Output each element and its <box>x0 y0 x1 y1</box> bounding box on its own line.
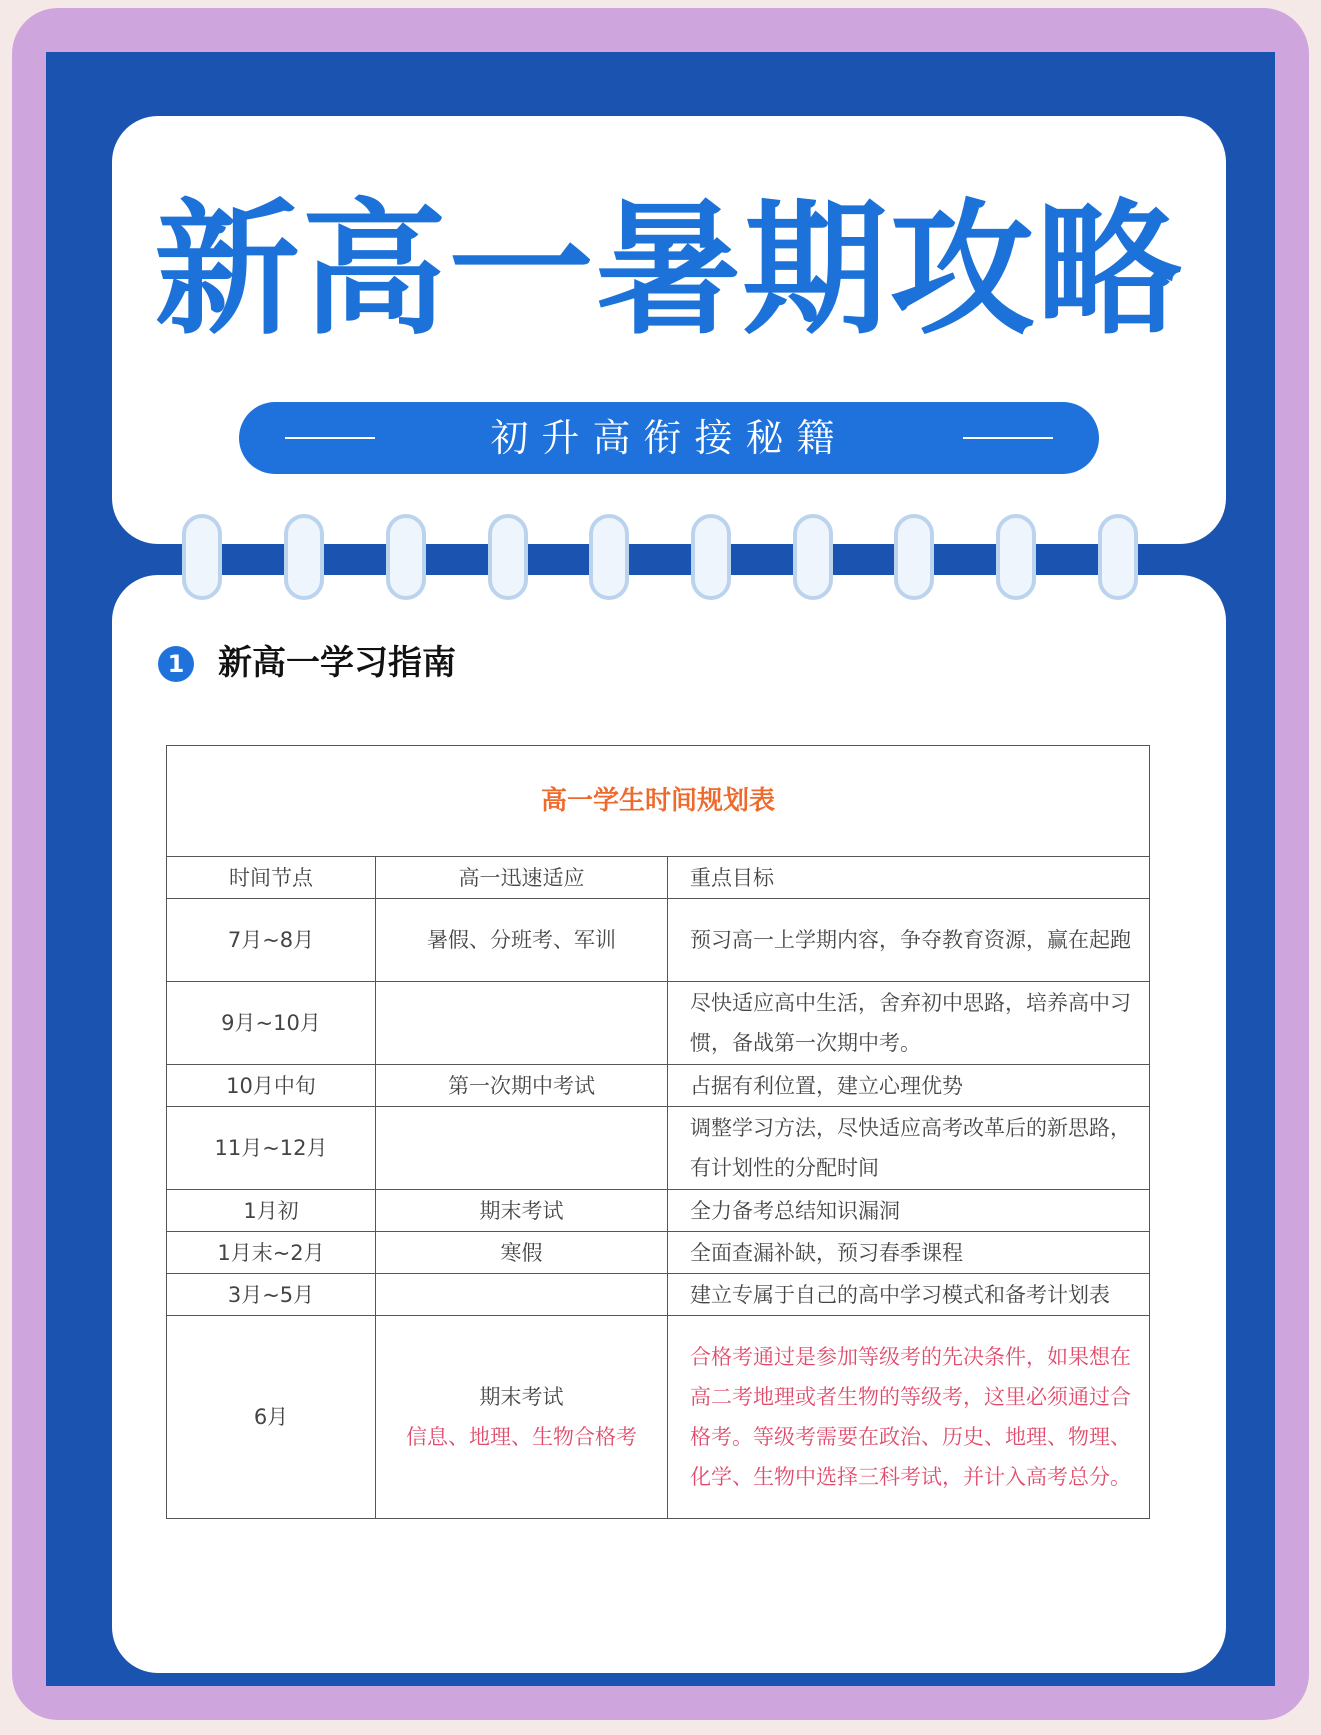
cell-event-main: 期末考试 <box>479 1385 564 1409</box>
cell-event <box>376 1107 668 1190</box>
header-cell-goal: 重点目标 <box>668 857 1150 899</box>
cell-goal: 合格考通过是参加等级考的先决条件，如果想在高二考地理或者生物的等级考，这里必须通过合格考。等级考需要在政治、历史、地理、物理、化学、生物中选择三科考试，并计入高考总分。 <box>668 1316 1150 1519</box>
cell-time: 1月初 <box>167 1190 376 1232</box>
binder-ring <box>894 514 934 600</box>
cell-time: 1月末~2月 <box>167 1232 376 1274</box>
cell-time: 9月~10月 <box>167 982 376 1065</box>
subtitle-text: 初升高衔接秘籍 <box>490 416 848 460</box>
cell-event: 期末考试 <box>376 1190 668 1232</box>
cell-goal: 尽快适应高中生活，舍弃初中思路，培养高中习惯，备战第一次期中考。 <box>668 982 1150 1065</box>
table-row <box>167 982 1150 1065</box>
table-row <box>167 1065 1150 1107</box>
table-header-row <box>167 857 1150 899</box>
cell-time: 11月~12月 <box>167 1107 376 1190</box>
binder-ring <box>488 514 528 600</box>
table-row <box>167 899 1150 982</box>
page-title: 新高一暑期攻略 <box>154 186 1184 355</box>
table-row <box>167 1107 1150 1190</box>
binder-ring <box>691 514 731 600</box>
cell-event <box>376 1316 668 1519</box>
header-cell-event: 高一迅速适应 <box>376 857 668 899</box>
cell-goal: 调整学习方法，尽快适应高考改革后的新思路，有计划性的分配时间 <box>668 1107 1150 1190</box>
binder-ring <box>996 514 1036 600</box>
binder-ring <box>793 514 833 600</box>
header-cell-time: 时间节点 <box>167 857 376 899</box>
binder-ring <box>284 514 324 600</box>
binder-ring <box>1098 514 1138 600</box>
binder-ring <box>182 514 222 600</box>
cell-time: 3月~5月 <box>167 1274 376 1316</box>
cell-time: 7月~8月 <box>167 899 376 982</box>
binder-ring <box>589 514 629 600</box>
table-row <box>167 1274 1150 1316</box>
header-card <box>112 116 1226 544</box>
table-row <box>167 1190 1150 1232</box>
cell-time: 6月 <box>167 1316 376 1519</box>
cell-goal: 全力备考总结知识漏洞 <box>668 1190 1150 1232</box>
cell-event: 暑假、分班考、军训 <box>376 899 668 982</box>
table-row <box>167 1316 1150 1519</box>
section-title: 新高一学习指南 <box>218 643 456 683</box>
subtitle-right-line <box>963 437 1053 439</box>
table-caption: 高一学生时间规划表 <box>167 746 1150 857</box>
cell-goal: 建立专属于自己的高中学习模式和备考计划表 <box>668 1274 1150 1316</box>
table-caption-row <box>167 746 1150 857</box>
cell-event-extra: 信息、地理、生物合格考 <box>406 1425 637 1449</box>
binder-ring <box>386 514 426 600</box>
cell-event: 寒假 <box>376 1232 668 1274</box>
cell-time: 10月中旬 <box>167 1065 376 1107</box>
section-number-badge: 1 <box>158 646 194 682</box>
time-plan-table <box>166 745 1150 1519</box>
cell-event <box>376 1274 668 1316</box>
cell-goal: 全面查漏补缺，预习春季课程 <box>668 1232 1150 1274</box>
cell-event: 第一次期中考试 <box>376 1065 668 1107</box>
subtitle-banner <box>239 402 1099 474</box>
cell-event <box>376 982 668 1065</box>
table-row <box>167 1232 1150 1274</box>
cell-goal: 预习高一上学期内容，争夺教育资源，赢在起跑 <box>668 899 1150 982</box>
cell-goal: 占据有利位置，建立心理优势 <box>668 1065 1150 1107</box>
